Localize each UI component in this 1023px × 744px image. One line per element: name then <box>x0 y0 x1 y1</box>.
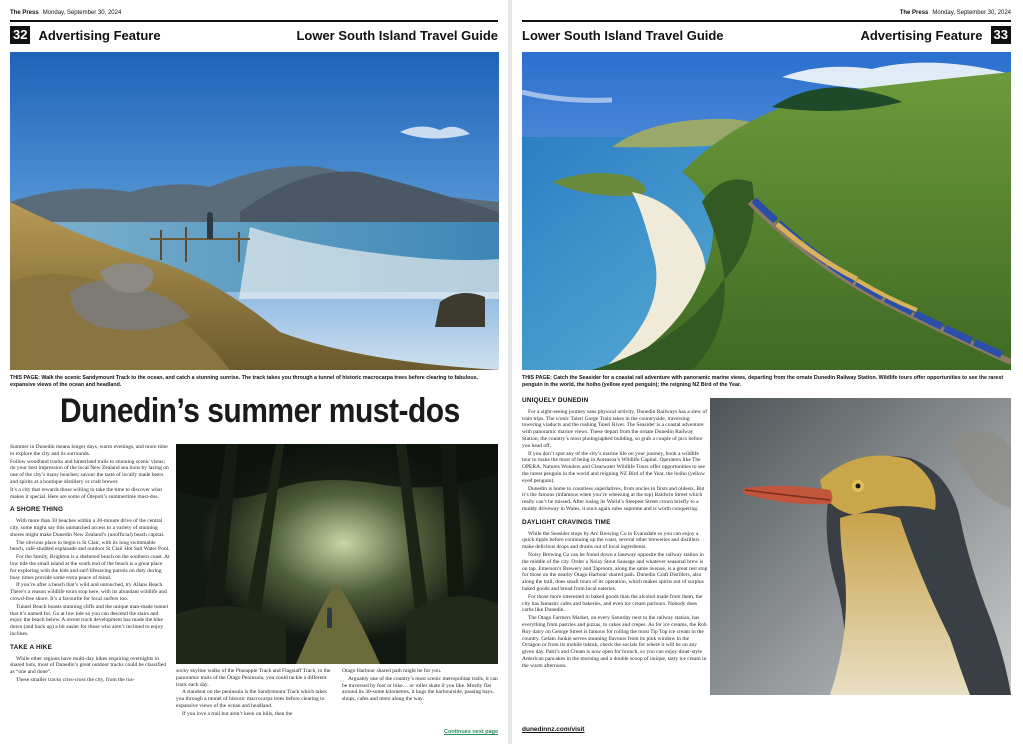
section-heading: DAYLIGHT CRAVINGS TIME <box>522 518 611 526</box>
seasider-train-photo <box>522 52 1011 370</box>
paragraph: socky skyline walks of the Pineapple Track and Flagstaff Track, to the panoramic trails of the Otago Peninsula, you could tackle a different track each day. <box>176 668 331 688</box>
guide-title: Lower South Island Travel Guide <box>522 27 724 43</box>
left-page <box>0 0 508 744</box>
section-heading: A SHORE THING <box>10 506 64 514</box>
paragraph: If you don’t spot any of the city’s marine life on your journey, book a wildlife tour to make the most of being in Aotearoa’s Wildlife Capital. Operators like The OPERA, Natures Wonders and Clearwater Wildlife Tours offer opportunities to see the rarest penguin in the world and reigning NZ Bird of the Year, the hoiho (yellow eyed penguin). <box>522 450 705 484</box>
paragraph: A standout on the peninsula is the Sandymount Track which takes you through a tunnel of historic macrocarpa trees before clearing to expansive views of the ocean and headland. <box>176 689 327 709</box>
paragraph: For those more interested in baked goods than the alcohol made from them, the city has fantastic cafes and bakeries, and even ice cream parlours. Nobody does carbs like Dunedin. <box>522 593 703 614</box>
article-column-4 <box>522 398 708 670</box>
headline: Dunedin’s summer must-dos <box>60 392 460 430</box>
masthead: The Press Monday, September 30, 2024 <box>899 10 1011 16</box>
paragraph: Dunedin is home to countless superlatives, from oncies to firsts and oldests. But it’s the famous (infamous when you’re wheezing at the top) Baldwin Street which really can’t be missed. After losing its World’s Steepest Street crown briefly to a muddy driveway in Wales, it once again rules supreme and is worth conquering. <box>522 485 705 512</box>
guide-title: Lower South Island Travel Guide <box>296 27 498 43</box>
article-column-3 <box>342 668 498 704</box>
section-heading: TAKE A HIKE <box>10 643 53 651</box>
paragraph: While other regions have multi-day hikes requiring overnights in shared huts, most of Dunedin’s great outdoor tracks could be classified as “one and done”. <box>10 655 166 676</box>
section-heading: UNIQUELY DUNEDIN <box>522 397 589 404</box>
photo-caption: THIS PAGE: Catch the Seasider for a coastal rail adventure with panoramic marine views, departing from the ornate Dunedin Railway Station. Wildlife tours offer opportunities to see the rarest penguin in the world, the hoiho (yellow eyed penguin); the reigning NZ Bird of the Year. <box>522 375 1004 388</box>
paragraph: Tunnel Beach boasts stunning cliffs and the unique man-made tunnel that it’s named for. Go at low tide so you can descend the stairs and enjoy the beach below. A recent track development has made the hike down (and back up) a bit easier for those who aren’t inclined to enjoy inclines. <box>10 603 168 637</box>
article-column-1 <box>10 444 170 685</box>
page-header <box>10 20 498 48</box>
paragraph: The obvious place to begin is St Clair, with its long swimmable beach, café-studded esplanade and outdoor St Clair Hot Salt Water Pool. <box>10 539 170 553</box>
page-header <box>522 20 1011 48</box>
intro-paragraph: Follow woodland tracks and hinterland trails to stunning scenic vistas; do your best impression of the local New Zealand sea lions by lazing on one of the city’s many beaches; savour the taste of locally made beers and spirits at a boutique distillery or craft brewer. <box>10 458 169 485</box>
page-number: 32 <box>10 26 30 44</box>
masthead: The Press Monday, September 30, 2024 <box>10 10 122 16</box>
hoiho-penguin-photo <box>710 398 1011 695</box>
paragraph: For a sight-seeing journey sans physical activity, Dunedin Railways has a slew of train trips. The iconic Taieri Gorge Train takes in the countryside, traversing towering viaducts and the rushing Taieri River. The Seasider is a coastal adventure with panoramic marine views. These depart from the ornate Dunedin Railway Station, the country’s most photographed building, so grab a couple of pics before you head off. <box>522 408 708 449</box>
sandymount-photo <box>10 52 499 370</box>
photo-caption: THIS PAGE: Walk the scenic Sandymount Track to the ocean, and catch a stunning sunrise. The track takes you through a tunnel of historic macrocarpa trees before clearing to fabulous, expansive views of the ocean and headland. <box>10 375 478 388</box>
section-label: Advertising Feature <box>860 27 983 43</box>
paragraph: Noisy Brewing Co can be found down a laneway opposite the railway station in the middle of the city. Order a Noisy Stout Sausage and whatever seasonal brew is on tap. Emerson’s Brewery and Taproom, along the same avenue, is a great rest stop for those on the nearby Otago Harbour shared path. Dunedin Craft Distillers, also along the trail, does small tours of its operation, which makes spirits out of surplus baked goods and bread from local eateries. <box>522 551 708 592</box>
paragraph: If you’re after a beach that’s wild and untouched, try Allans Beach. There’s a reason wildlife tours stop here, with its abundant wildlife and crowd-free shore. It’s a favourite for local surfers too. <box>10 582 167 602</box>
paragraph: If you love a trail but aren’t keen on hills, then the <box>182 710 293 717</box>
visit-link[interactable]: dunedinnz.com/visit <box>522 726 585 733</box>
intro-paragraph: It’s a city that rewards those willing to take the time to discover what makes it special. Here are some of Ōtepoti’s summertime must-dos. <box>10 486 162 500</box>
paragraph: The Otago Farmers Market, on every Saturday next to the railway station, has everything from pastries and pizzas, to cakes and crepes. As for ice creams, the Rob Roy dairy on George Street is famous for rolling the most Tip Top ice cream in the country. Gelato Junkie serves stunning flavours from its pink window in the Octagon or from its mobile tuktuk, check the socials for where it will be on any given day. Patti’s and Cream is now open for brunch, so you can enjoy diner-style American pancakes in the morning and a double scoop of unique, tasty ice cream in the warm afternoon. <box>522 615 707 669</box>
paragraph: These smaller tracks criss-cross the city, from the rus- <box>16 676 135 683</box>
paragraph: For the family, Brighton is a sheltered beach on the southern coast. At low tide the small island at the south end of the beach is a great place for exploring with the kids and surf-lifesaving patrols on duty during busy times provide some extra peace of mind. <box>10 554 170 581</box>
paragraph: Arguably one of the country’s most scenic metropolitan trails, it can be traversed by foot or bike… or roller skate if you like. Mostly flat around its 30-some kilometres, it hugs the harbourside, passing bays, shops, cafes and more along the way. <box>342 675 498 703</box>
page-number: 33 <box>991 26 1011 44</box>
right-page <box>512 0 1023 744</box>
article-column-2 <box>176 668 332 719</box>
paragraph: While the Seasider stops by Arc Brewing Co in Evansdale so you can enjoy a quick tipple before continuing up the coast, several other breweries and distillers make delicious drops and drams out of local ingredients. <box>522 530 700 551</box>
paragraph: With more than 30 beaches within a 30-minute drive of the central city, some might say this unmatched access to a variety of stunning shores might make Dunedin New Zealand’s (unofficial) beach capital. <box>10 518 165 538</box>
paragraph: Otago Harbour shared path might be for you. <box>342 668 442 674</box>
section-label: Advertising Feature <box>38 27 161 43</box>
forest-track-photo <box>176 444 498 664</box>
continues-link[interactable]: Continues next page <box>444 729 499 735</box>
intro-paragraph: Summer in Dunedin means longer days, warm evenings, and more time to explore the city and its surrounds. <box>10 444 168 457</box>
